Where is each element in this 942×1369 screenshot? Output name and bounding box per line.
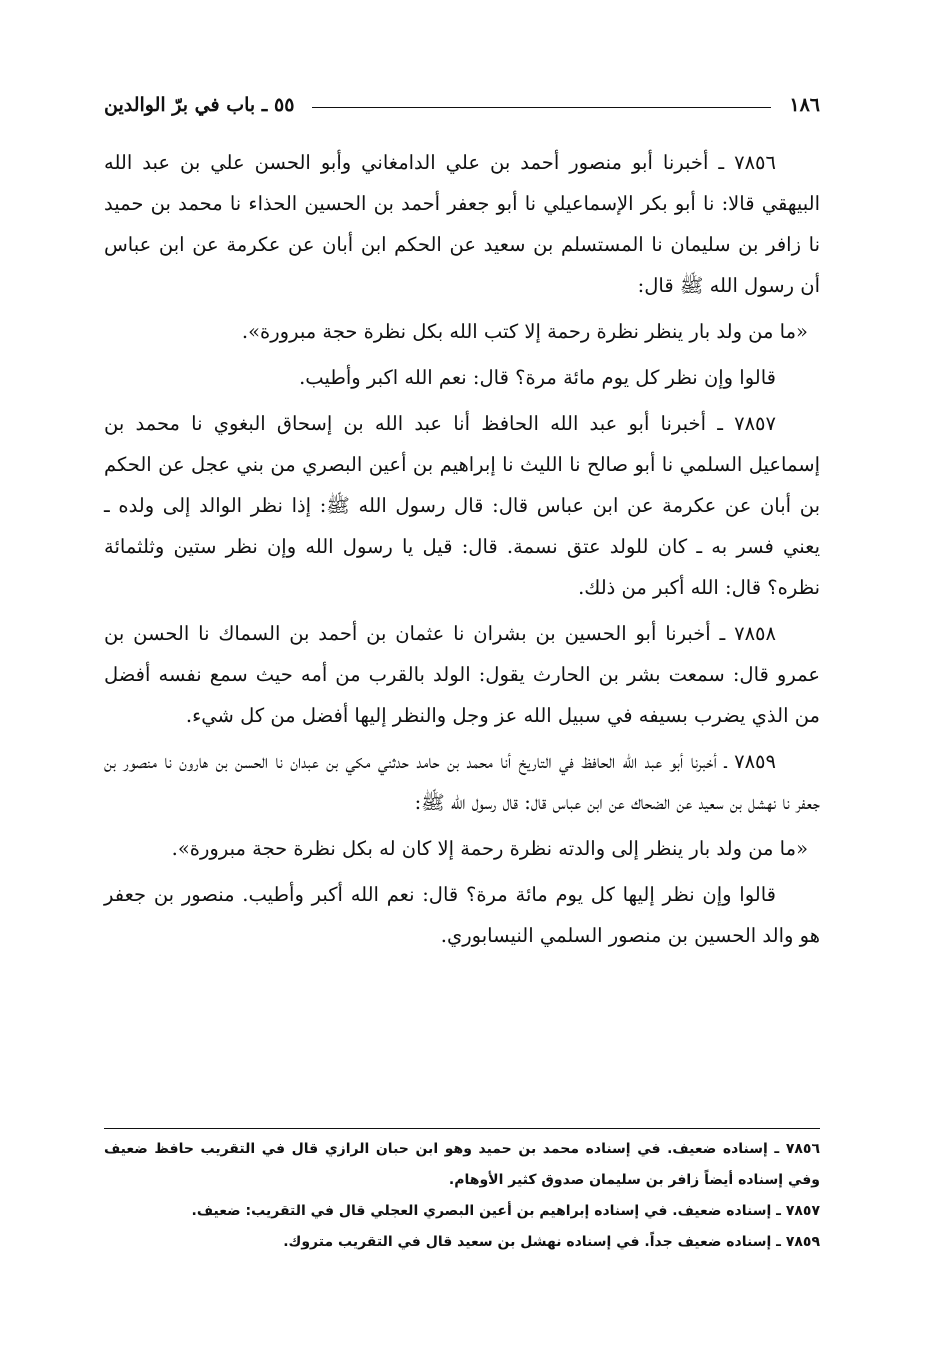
footnote-7857: ٧٨٥٧ ـ إسناده ضعيف. في إسناده إبراهيم بن أعين البصري العجلي قال في التقريب: ضعيف. xyxy=(191,1203,820,1219)
hadith-7856-matn: «ما من ولد بار ينظر نظرة رحمة إلا كتب الله بكل نظرة حجة مبرورة». xyxy=(241,320,808,343)
page-number: ١٨٦ xyxy=(789,94,820,116)
footnote-7859: ٧٨٥٩ ـ إسناده ضعيف جداً. في إسناده نهشل بن سعيد قال في التقريب متروك. xyxy=(283,1234,820,1250)
header-rule xyxy=(312,107,771,108)
hadith-7859: ٧٨٥٩ ـ أخبرنا أبو عبد الله الحافظ في التاريخ أنا محمد بن حامد حدثني مكي بن عبدان نا الحسن بن هارون نا منصور بن جعفر نا نهشل بن سعيد عن الضحاك عن ابن عباس قال: قال رسول الله ﷺ: xyxy=(104,750,820,814)
hadith-7859-matn: «ما من ولد بار ينظر إلى والدته نظرة رحمة إلا كان له بكل نظرة حجة مبرورة». xyxy=(171,837,808,860)
chapter-title: ٥٥ ـ باب في برّ الوالدين xyxy=(104,94,295,116)
hadith-7856-remark: قالوا وإن نظر كل يوم مائة مرة؟ قال: نعم الله اكبر وأطيب. xyxy=(299,366,776,389)
running-header xyxy=(104,82,820,116)
footnotes xyxy=(104,1134,820,1258)
hadith-7857: ٧٨٥٧ ـ أخبرنا أبو عبد الله الحافظ أنا عبد الله بن إسحاق البغوي نا محمد بن إسماعيل السلمي نا أبو صالح نا الليث نا إبراهيم بن أعين البصري من بني عجل عن الحكم بن أبان عن عكرمة عن ابن عباس قال: قال رسول الله ﷺ: إذا نظر الوالد إلى ولده ـ يعني فسر به ـ كان للولد عتق نسمة. قال: قيل يا رسول الله وإن نظر ستين وثلثمائة نظره؟ قال: الله أكبر من ذلك. xyxy=(104,412,820,599)
hadith-7858: ٧٨٥٨ ـ أخبرنا أبو الحسين بن بشران نا عثمان بن أحمد بن السماك نا الحسن بن عمرو قال: سمعت بشر بن الحارث يقول: الولد بالقرب من أمه حيث سمع نفسه أفضل من الذي يضرب بسيفه في سبيل الله عز وجل والنظر إليها أفضل من كل شيء. xyxy=(104,622,820,727)
footnote-7856: ٧٨٥٦ ـ إسناده ضعيف. في إسناده محمد بن حميد وهو ابن حبان الرازي قال في التقريب حافظ ضعيف وفي إسناده أيضاً زافر بن سليمان صدوق كثير الأوهام. xyxy=(104,1141,820,1188)
main-text xyxy=(104,142,820,956)
hadith-7856: ٧٨٥٦ ـ أخبرنا أبو منصور أحمد بن علي الدامغاني وأبو الحسن علي بن عبد الله البيهقي قالا: نا أبو بكر الإسماعيلي نا أبو جعفر أحمد بن الحسين الحذاء نا محمد بن حميد نا زافر بن سليمان نا المستسلم بن سعيد عن الحكم ابن أبان عن عكرمة عن ابن عباس أن رسول الله ﷺ قال: xyxy=(104,151,820,297)
footnote-separator xyxy=(104,1128,820,1129)
hadith-7859-remark: قالوا وإن نظر إليها كل يوم مائة مرة؟ قال: نعم الله أكبر وأطيب. منصور بن جعفر هو والد الحسين بن منصور السلمي النيسابوري. xyxy=(104,883,820,947)
